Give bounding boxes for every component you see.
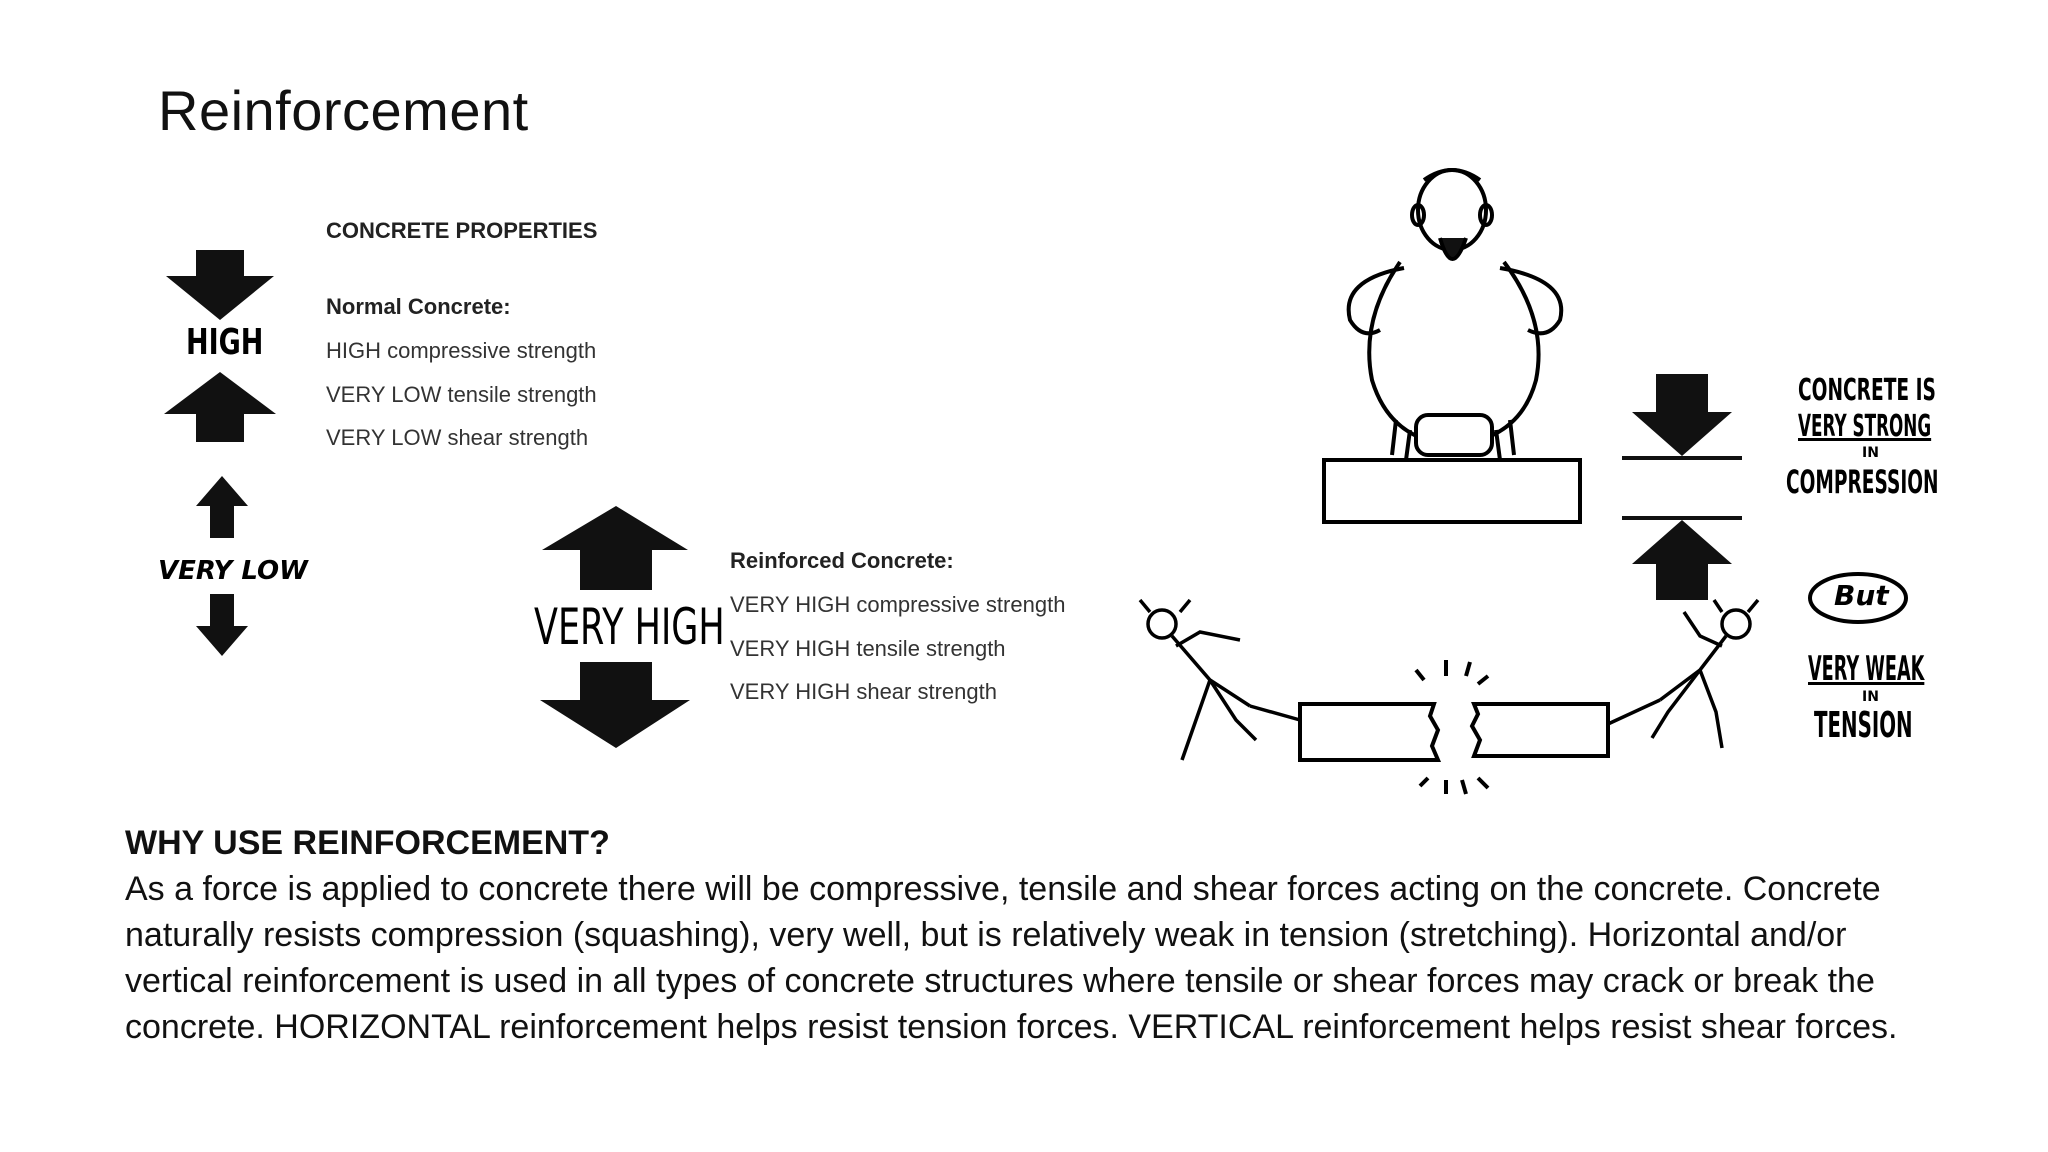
small-up-arrow-icon: [196, 476, 248, 538]
compression-up-arrow-icon: [1632, 520, 1732, 600]
compression-down-arrow-icon: [1632, 374, 1732, 456]
cartoon-label-line: CONCRETE IS: [1798, 373, 1936, 408]
concrete-properties-heading: CONCRETE PROPERTIES: [326, 218, 598, 243]
right-pulling-figure: [1608, 600, 1758, 748]
normal-concrete-heading: Normal Concrete:: [326, 294, 511, 319]
explanation-block: [125, 820, 1945, 1050]
very-high-label: VERY HIGH: [534, 598, 725, 656]
high-label: HIGH: [186, 322, 264, 363]
down-arrow-icon: [166, 250, 274, 320]
up-arrow-icon: [164, 372, 276, 442]
strongman-figure: [1349, 170, 1562, 460]
slide-title: Reinforcement: [158, 79, 529, 142]
normal-property-line: VERY LOW shear strength: [326, 425, 589, 450]
broken-beam: [1300, 704, 1608, 760]
large-up-arrow-icon: [542, 506, 688, 590]
explanation-paragraph: As a force is applied to concrete there will be compressive, tensile and shear forces acting on the concrete. Concrete naturally resists compression (squashing), very well, but is relatively weak in tension (stretching). Horizontal and/or vertical reinforcement is used in all types of concrete structures where tensile or shear forces may crack or break the concrete. HORIZONTAL reinforcement helps resist tension forces. VERTICAL reinforcement helps resist shear forces.: [125, 870, 1898, 1046]
normal-property-line: VERY LOW tensile strength: [326, 382, 597, 407]
reinforced-concrete-heading: Reinforced Concrete:: [730, 548, 954, 573]
but-label: But: [1834, 579, 1889, 612]
normal-property-line: HIGH compressive strength: [326, 338, 597, 363]
cartoon-label-line: TENSION: [1814, 705, 1913, 746]
reinforced-property-line: VERY HIGH tensile strength: [730, 636, 1006, 661]
small-down-arrow-icon: [196, 594, 248, 656]
reinforced-property-line: VERY HIGH shear strength: [730, 679, 997, 704]
cartoon-label-line: VERY WEAK: [1808, 649, 1925, 689]
large-down-arrow-icon: [540, 662, 690, 748]
cartoon-label-line: IN: [1862, 689, 1879, 705]
very-low-label: VERY LOW: [158, 556, 308, 586]
cartoon-label-line: IN: [1862, 445, 1879, 461]
left-pulling-figure: [1140, 600, 1300, 760]
reinforced-property-line: VERY HIGH compressive strength: [730, 592, 1066, 617]
concrete-block: [1324, 460, 1580, 522]
explanation-heading: WHY USE REINFORCEMENT?: [125, 824, 610, 862]
cartoon-label-line: COMPRESSION: [1786, 463, 1939, 501]
cartoon-label-line: VERY STRONG: [1798, 409, 1932, 444]
